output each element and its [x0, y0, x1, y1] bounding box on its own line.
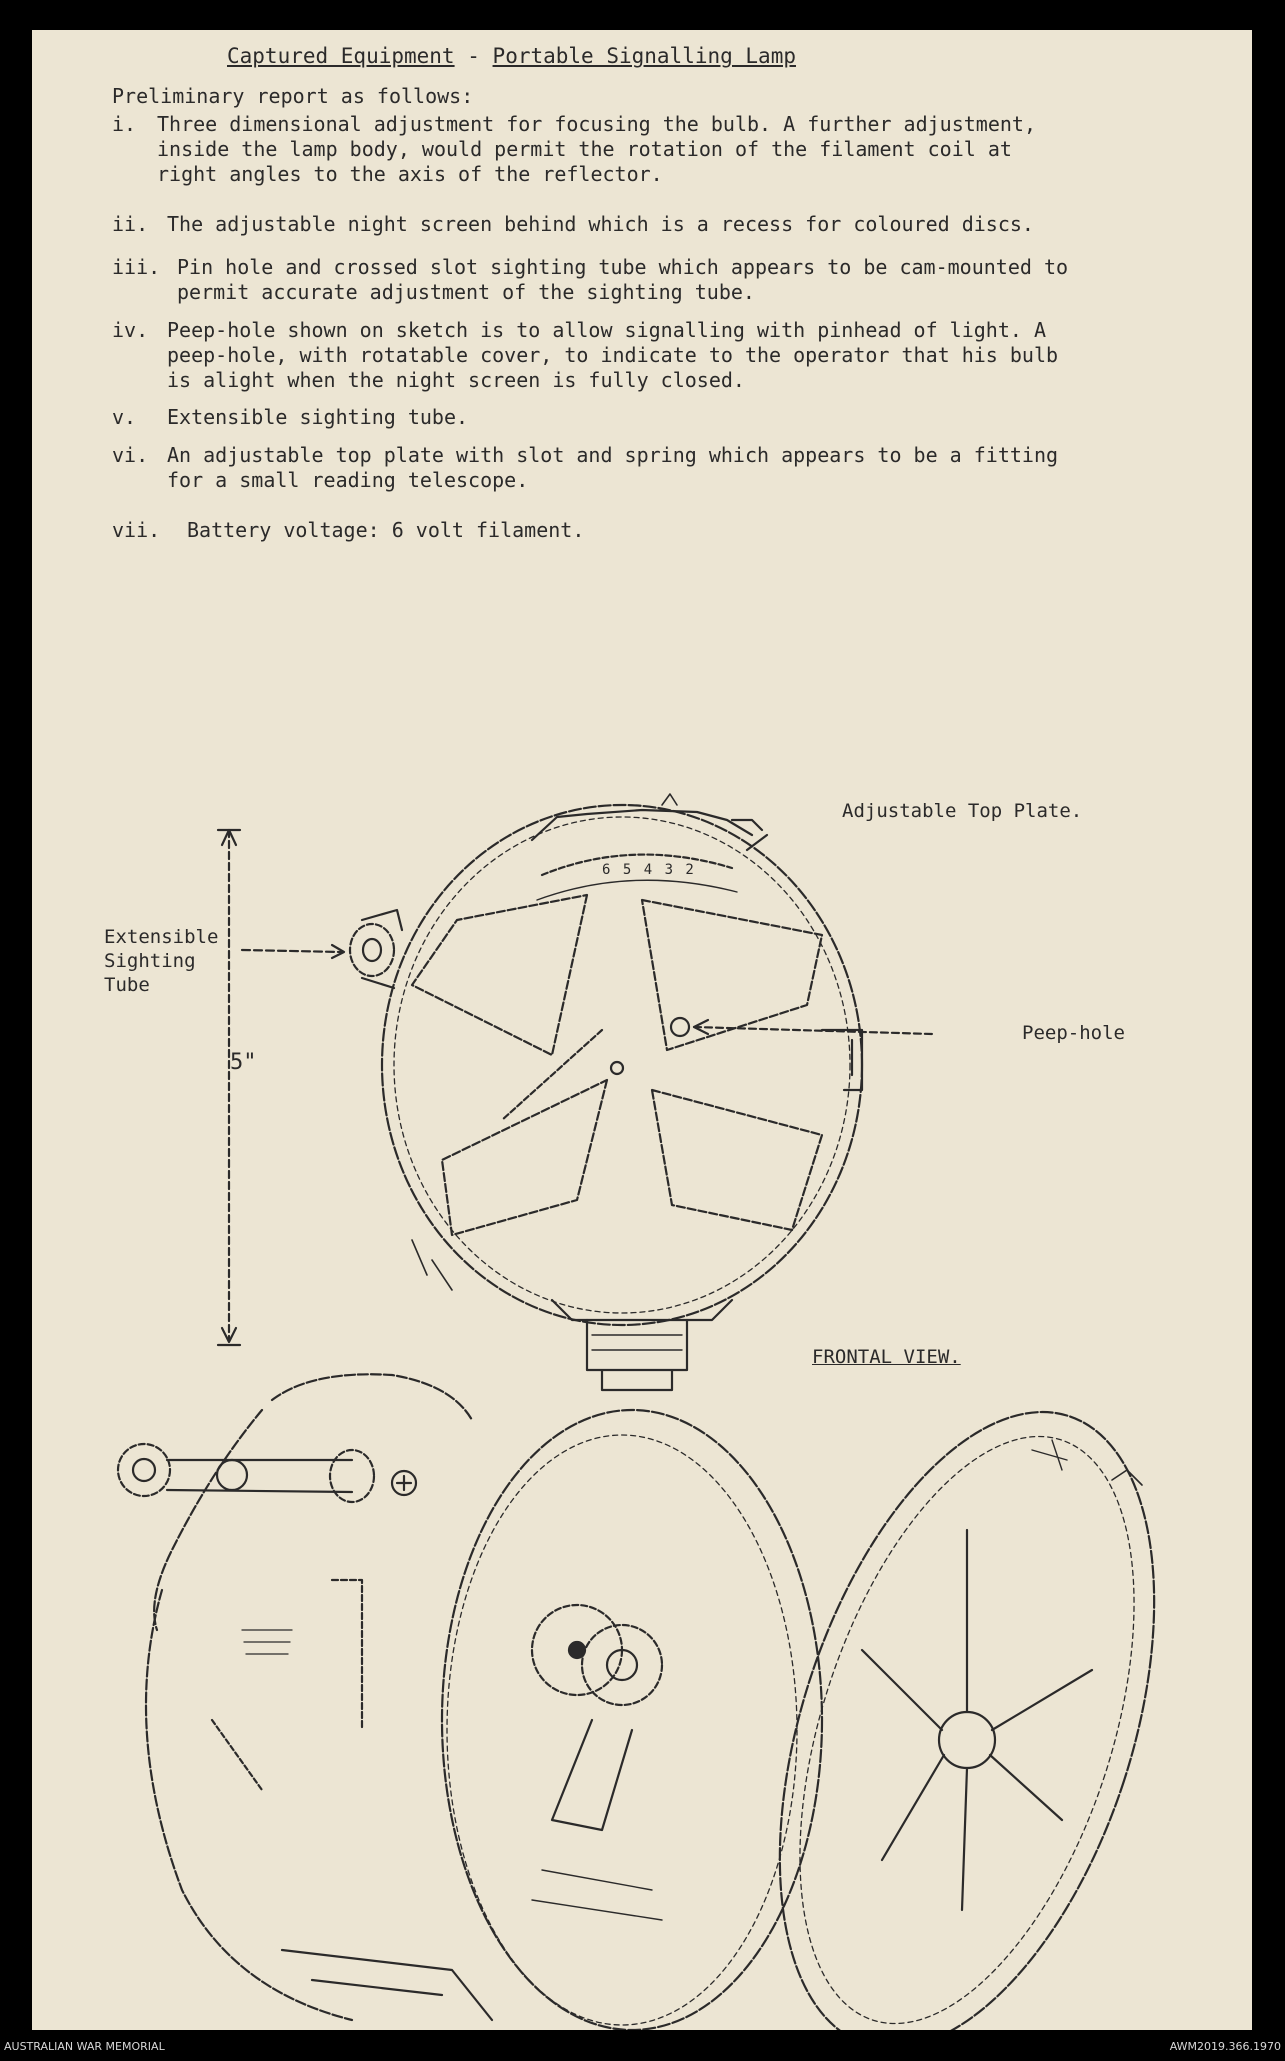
item-number: iii. [112, 255, 161, 279]
title-captured-equipment: Captured Equipment [227, 44, 455, 68]
title-separator: - [467, 44, 480, 68]
label-adjustable-top-plate: Adjustable Top Plate. [842, 800, 1083, 822]
item-line: is alight when the night screen is fully closed. [167, 368, 745, 392]
label-line: Tube [104, 974, 150, 996]
label-line: Sighting [104, 950, 196, 972]
item-number: ii. [112, 212, 149, 236]
item-line: right angles to the axis of the reflector. [157, 162, 663, 186]
item-line: The adjustable night screen behind which is a recess for coloured discs. [167, 212, 1034, 236]
item-line: peep-hole, with rotatable cover, to indicate to the operator that his bulb [167, 343, 1059, 367]
label-frontal-view: FRONTAL VIEW. [812, 1346, 961, 1368]
label-extensible-sighting-tube [104, 925, 218, 997]
label-line: Extensible [104, 926, 219, 948]
item-line: permit accurate adjustment of the sighting tube. [177, 280, 755, 304]
item-number: iv. [112, 318, 149, 342]
label-dimension: 5" [230, 1050, 257, 1075]
item-number: vi. [112, 443, 149, 467]
item-number: vii. [112, 518, 161, 542]
dial-scale: 6 5 4 3 2 [602, 862, 696, 878]
footer-institution: AUSTRALIAN WAR MEMORIAL [4, 2040, 165, 2053]
item-line: inside the lamp body, would permit the rotation of the filament coil at [157, 137, 1012, 161]
item-line: An adjustable top plate with slot and spring which appears to be a fitting [167, 443, 1059, 467]
item-line: Battery voltage: 6 volt filament. [187, 518, 585, 542]
title-portable-signalling-lamp: Portable Signalling Lamp [492, 44, 796, 68]
item-line: Extensible sighting tube. [167, 405, 469, 429]
document-page [32, 30, 1252, 2030]
label-peep-hole: Peep-hole [1022, 1022, 1125, 1044]
side-view-lamp [118, 1374, 822, 2030]
item-line: for a small reading telescope. [167, 468, 529, 492]
item-line: Peep-hole shown on sketch is to allow signalling with pinhead of light. A [167, 318, 1046, 342]
report-intro: Preliminary report as follows: [112, 84, 474, 108]
item-line: Pin hole and crossed slot sighting tube which appears to be cam-mounted to [177, 255, 1069, 279]
sighting-tube-leader [242, 945, 344, 958]
item-line: Three dimensional adjustment for focusing the bulb. A further adjustment, [157, 112, 1036, 136]
night-screen-disc [708, 1365, 1226, 2030]
frontal-view-lamp [350, 794, 932, 1390]
dimension-arrow [218, 830, 240, 1345]
item-number: i. [112, 112, 137, 136]
item-number: v. [112, 405, 137, 429]
footer-catalogue-number: AWM2019.366.1970 [1169, 2040, 1281, 2053]
